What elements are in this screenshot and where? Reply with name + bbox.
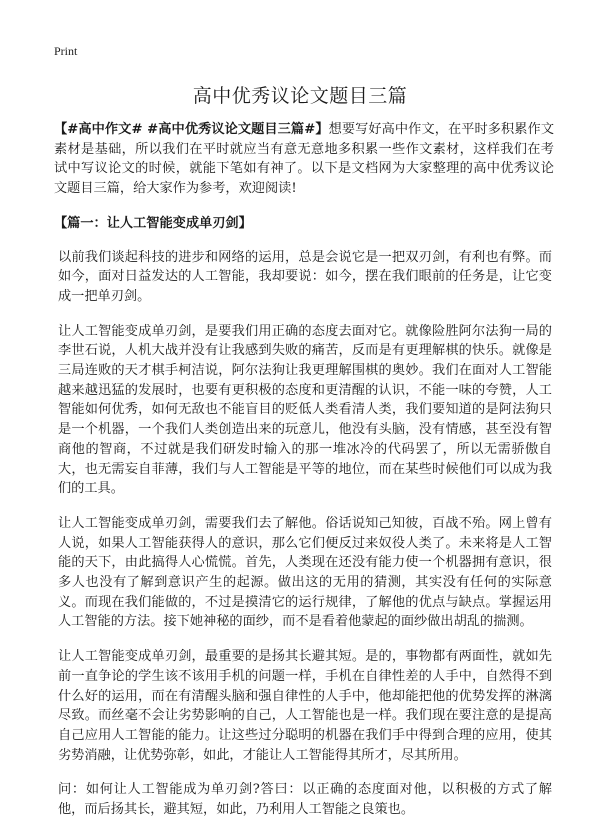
print-link[interactable]: Print (54, 44, 78, 58)
body-paragraph-5: 问：如何让人工智能成为单刃剑?答曰：以正确的态度面对他，以积极的方式了解他，而后扬其长，避其短，如此，乃利用人工智能之良策也。 (58, 782, 552, 818)
body-paragraph-2: 让人工智能变成单刃剑，是要我们用正确的态度去面对它。就像险胜阿尔法狗一局的李世石说，人机大战并没有让我感到失败的痛苦，反而是有更理解棋的快乐。就像是三局连败的天才棋手柯洁说，阿尔法狗让我更理解围棋的奥妙。我们在面对人工智能越来越迅猛的发展时，也要有更积极的态度和更清醒的认识，不能一味的夸赞，人工智能如何优秀，如何无敌也不能盲目的贬低人类看清人类，我们要知道的是阿法狗只是一个机器，一个我们人类创造出来的玩意儿，他没有头脑，没有情感，甚至没有智商他的智商，不过就是我们研发时输入的那一堆冰冷的代码罢了，所以无需骄傲自大，也无需妄自菲薄，我们与人工智能是平等的地位，而在某些时候他们可以成为我们的工具。 (58, 323, 552, 497)
body-paragraph-3: 让人工智能变成单刃剑，需要我们去了解他。俗话说知己知彼，百战不殆。网上曾有人说，如果人工智能获得人的意识，那么它们便反过来奴役人类了。未来将是人工智能的天下，由此搞得人心慌慌。首先，人类现在还没有能力使一个机器拥有意识，很多人也没有了解到意识产生的起源。做出这的无用的猜测，其实没有任何的实际意义。而现在我们能做的，不过是摸清它的运行规律，了解他的优点与缺点。掌握运用人工智能的方法。接下她神秘的面纱，而不是看着他蒙起的面纱做出胡乱的揣测。 (58, 515, 552, 630)
intro-tag: 【#高中作文# #高中优秀议论文题目三篇#】 (54, 122, 329, 137)
page-title: 高中优秀议论文题目三篇 (192, 85, 408, 107)
intro-text: 想要写好高中作文，在平时多积累作文素材是基础，所以我们在平时就应当有意无意地多积累一些作文素材，这样我们在考试中写议论文的时候，就能下笔如有神了。以下是文档网为大家整理的高中优秀议论文题目三篇，给大家作为参考，欢迎阅读! (54, 122, 555, 197)
section-heading: 【篇一：让人工智能变成单刃剑】 (54, 215, 252, 231)
article-body (54, 120, 554, 835)
intro-paragraph (54, 120, 554, 199)
body-paragraph-4: 让人工智能变成单刃剑，最重要的是扬其长避其短。是的，事物都有两面性，就如先前一直争论的学生该不该用手机的问题一样，手机在自律性差的人手中，自然得不到什么好的运用，而在有清醒头脑和强自律性的人手中，他却能把他的优势发挥的淋漓尽致。而丝毫不会让劣势影响的自己，人工智能也是一样。我们现在要注意的是提高自己应用人工智能的能力。让这些过分聪明的机器在我们手中得到合理的应用，使其劣势消融，让优势弥彰，如此，才能让人工智能得其所才，尽其所用。 (58, 649, 552, 763)
body-paragraph-1: 以前我们谈起科技的进步和网络的运用，总是会说它是一把双刃剑，有利也有弊。而如今，面对日益发达的人工智能，我却要说：如今，摆在我们眼前的任务是，让它变成一把单刃剑。 (58, 249, 552, 304)
